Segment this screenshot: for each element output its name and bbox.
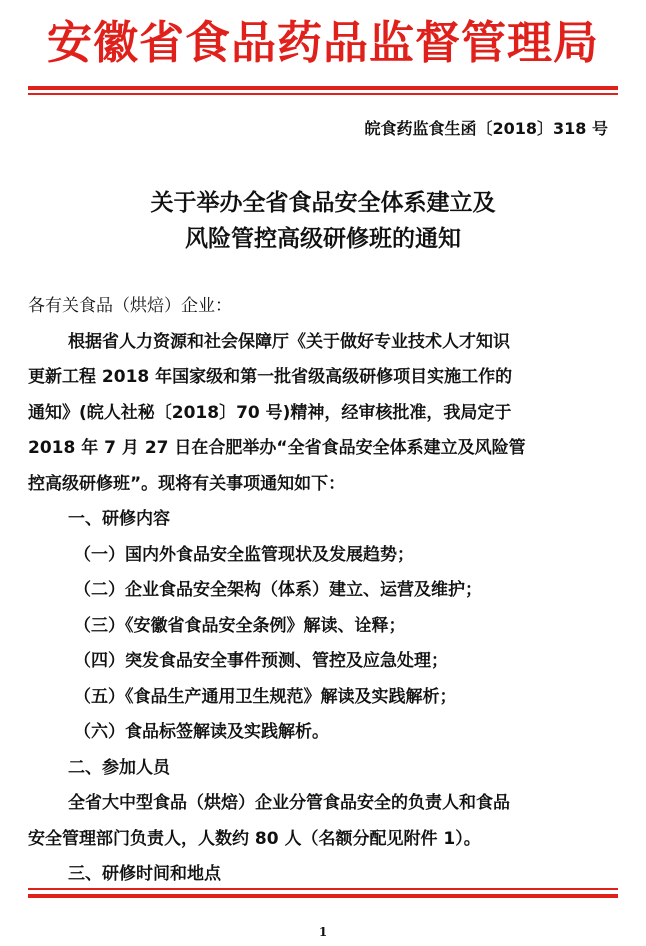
section-heading: 一、研修内容 [68,509,170,529]
section-item: （三）《安徽省食品安全条例》解读、诠释； [74,615,406,636]
footer-red-rule-thick [28,894,618,898]
body-line: 根据省人力资源和社会保障厅《关于做好专业技术人才知识 [68,331,510,352]
body-line: 控高级研修班”。现将有关事项通知如下： [28,473,346,494]
document-title-line: 关于举办全省食品安全体系建立及 [150,189,496,216]
header-red-rule-thin [28,93,618,95]
footer-red-rule-thin [28,888,618,890]
document-body [28,289,622,893]
body-line: 更新工程 2018 年国家级和第一批省级高级研修项目实施工作的 [28,367,513,387]
section-item: （六）食品标签解读及实践解析。 [74,722,329,742]
section-item: （四）突发食品安全事件预测、管控及应急处理； [74,651,448,671]
section-heading: 二、参加人员 [68,757,170,778]
header-red-rule-thick [28,86,618,90]
section-item: （一）国内外食品安全监管现状及发展趋势； [74,544,414,565]
issuing-authority-header: 安徽省食品药品监督管理局 [46,16,599,69]
document-number: 皖食药监食生函〔2018〕318 号 [364,119,608,138]
page-number: 1 [318,925,328,939]
salutation: 各有关食品（烘焙）企业： [28,296,232,316]
document-title [0,185,646,257]
section-item: （二）企业食品安全架构（体系）建立、运营及维护； [74,580,482,600]
body-line: 通知》(皖人社秘〔2018〕70 号)精神，经审核批准，我局定于 [28,402,512,423]
document-title-line: 风险管控高级研修班的通知 [185,225,461,252]
body-line: 2018 年 7 月 27 日在合肥举办“全省食品安全体系建立及风险管 [28,438,526,458]
section-item: （五）《食品生产通用卫生规范》解读及实践解析； [74,686,457,707]
body-line: 安全管理部门负责人，人数约 80 人（名额分配见附件 1）。 [28,828,481,849]
body-line: 全省大中型食品（烘焙）企业分管食品安全的负责人和食品 [68,793,510,813]
section-heading: 三、研修时间和地点 [68,864,221,884]
